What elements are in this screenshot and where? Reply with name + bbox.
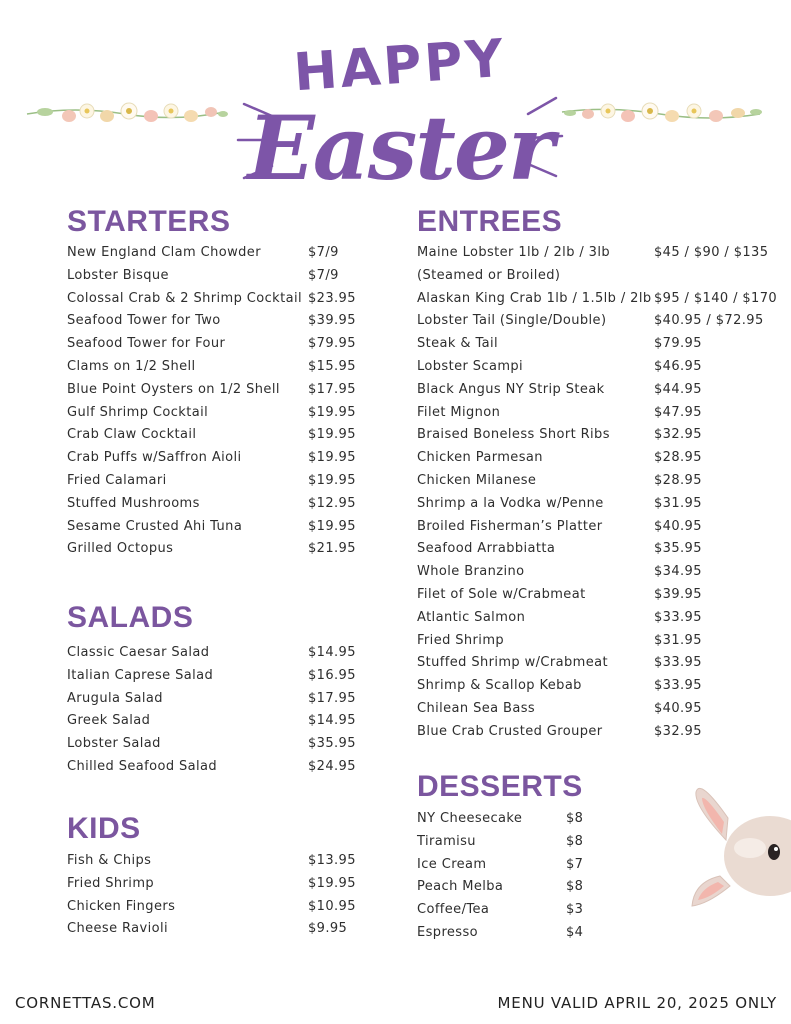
menu-item-name: Arugula Salad xyxy=(67,690,163,706)
menu-item-price: $33.95 xyxy=(654,655,702,671)
menu-item xyxy=(417,333,777,356)
menu-item-price: $3 xyxy=(566,902,584,918)
menu-item xyxy=(67,424,367,447)
bunny-illustration xyxy=(690,778,791,918)
menu-item-price: $14.95 xyxy=(308,713,356,729)
menu-item-name: Lobster Bisque xyxy=(67,267,169,283)
menu-item-name: Lobster Salad xyxy=(67,736,161,752)
footer-website: CORNETTAS.COM xyxy=(15,994,156,1012)
menu-item xyxy=(417,675,777,698)
menu-item-name: Seafood Arrabbiatta xyxy=(417,541,556,557)
menu-item-price: $19.95 xyxy=(308,875,356,891)
menu-item-price: $79.95 xyxy=(654,336,702,352)
menu-item-price: $45 / $90 / $135 xyxy=(654,245,769,260)
menu-item-price: $19.95 xyxy=(308,518,356,534)
menu-item-price: $19.95 xyxy=(308,472,356,488)
menu-item-price: $7 xyxy=(566,856,584,872)
menu-item xyxy=(67,756,367,779)
menu-item xyxy=(417,516,777,539)
menu-item xyxy=(417,356,777,379)
menu-item-name: Blue Point Oysters on 1/2 Shell xyxy=(67,381,280,397)
menu-item-name: Crab Puffs w/Saffron Aioli xyxy=(67,450,242,466)
menu-item-price: $28.95 xyxy=(654,450,702,466)
floral-garland-right xyxy=(560,96,765,130)
menu-item xyxy=(67,896,367,919)
menu-item xyxy=(417,630,777,653)
menu-item-price: $28.95 xyxy=(654,472,702,488)
menu-item-name: Shrimp a la Vodka w/Penne xyxy=(417,495,604,511)
menu-item-name: NY Cheesecake xyxy=(417,811,523,826)
menu-item-name: Seafood Tower for Two xyxy=(67,313,221,329)
menu-item-price: $33.95 xyxy=(654,609,702,625)
menu-item-price: $8 xyxy=(566,811,584,826)
menu-item-name: Black Angus NY Strip Steak xyxy=(417,381,605,397)
menu-item xyxy=(417,607,777,630)
menu-item xyxy=(67,642,367,665)
menu-item-name: Gulf Shrimp Cocktail xyxy=(67,404,209,420)
happy-easter-headline xyxy=(230,20,570,210)
menu-item-name: Fried Shrimp xyxy=(67,875,155,891)
menu-item-name: Chicken Fingers xyxy=(67,898,176,914)
menu-item xyxy=(417,652,777,675)
menu-item-price: $32.95 xyxy=(654,723,702,739)
menu-item xyxy=(417,876,617,899)
salads-list xyxy=(67,642,367,779)
menu-item xyxy=(417,470,777,493)
footer-validity-note: MENU VALID APRIL 20, 2025 ONLY xyxy=(497,994,777,1012)
menu-item-price: $13.95 xyxy=(308,853,356,868)
menu-item-price: $79.95 xyxy=(308,336,356,352)
menu-item-name: New England Clam Chowder xyxy=(67,245,261,260)
salads-heading: SALADS xyxy=(67,601,194,634)
menu-item xyxy=(417,561,777,584)
menu-item xyxy=(67,333,367,356)
starters-list xyxy=(67,242,367,561)
menu-item-price: $23.95 xyxy=(308,290,356,306)
menu-item-name: Atlantic Salmon xyxy=(417,609,526,625)
menu-item-name: Maine Lobster 1lb / 2lb / 3lb xyxy=(417,245,611,260)
menu-item xyxy=(417,584,777,607)
menu-item-price: $15.95 xyxy=(308,358,356,374)
menu-item-name: Ice Cream xyxy=(417,856,487,872)
menu-item-price: $16.95 xyxy=(308,667,356,683)
menu-item-price: $40.95 xyxy=(654,518,702,534)
menu-item xyxy=(67,356,367,379)
menu-item xyxy=(417,831,617,854)
menu-item xyxy=(417,538,777,561)
menu-item-name: Cheese Ravioli xyxy=(67,921,169,937)
menu-item-price: $7/9 xyxy=(308,245,339,260)
menu-item-price: $40.95 xyxy=(654,700,702,716)
menu-item xyxy=(417,698,777,721)
menu-item-name: Seafood Tower for Four xyxy=(67,336,226,352)
menu-item xyxy=(67,288,367,311)
menu-item-name: (Steamed or Broiled) xyxy=(417,267,561,283)
menu-item xyxy=(67,516,367,539)
easter-text: Easter xyxy=(247,96,553,200)
menu-item xyxy=(67,402,367,425)
menu-item xyxy=(417,854,617,877)
menu-item xyxy=(67,733,367,756)
menu-item-name: Colossal Crab & 2 Shrimp Cocktail xyxy=(67,290,302,306)
menu-item-price: $39.95 xyxy=(654,586,702,602)
menu-item-name: Fried Calamari xyxy=(67,472,167,488)
menu-item xyxy=(417,402,777,425)
menu-item-name: Italian Caprese Salad xyxy=(67,667,214,683)
menu-item-price: $44.95 xyxy=(654,381,702,397)
menu-item-name: Espresso xyxy=(417,924,478,940)
menu-item-name: Steak & Tail xyxy=(417,336,499,352)
entrees-list xyxy=(417,242,777,744)
menu-item xyxy=(67,710,367,733)
menu-item-price: $47.95 xyxy=(654,404,702,420)
menu-item-name: Blue Crab Crusted Grouper xyxy=(417,723,603,739)
desserts-list xyxy=(417,808,617,945)
menu-item-price: $12.95 xyxy=(308,495,356,511)
menu-item-price: $14.95 xyxy=(308,645,356,660)
starters-heading: STARTERS xyxy=(67,205,231,238)
menu-item xyxy=(417,288,777,311)
kids-list xyxy=(67,850,367,941)
menu-item-name: Crab Claw Cocktail xyxy=(67,427,197,443)
menu-item-price: $35.95 xyxy=(308,736,356,752)
menu-item-price: $19.95 xyxy=(308,450,356,466)
menu-item xyxy=(67,665,367,688)
menu-item-price: $8 xyxy=(566,833,584,849)
menu-item-name: Shrimp & Scallop Kebab xyxy=(417,678,582,694)
menu-item-name: Grilled Octopus xyxy=(67,541,174,557)
menu-item xyxy=(417,808,617,831)
happy-text: HAPPY xyxy=(291,28,509,104)
menu-item-name: Stuffed Shrimp w/Crabmeat xyxy=(417,655,608,671)
menu-item-price: $4 xyxy=(566,924,584,940)
menu-item-price: $10.95 xyxy=(308,898,356,914)
menu-item xyxy=(417,379,777,402)
menu-item-price: $33.95 xyxy=(654,678,702,694)
menu-item-name: Chilean Sea Bass xyxy=(417,700,536,716)
menu-item xyxy=(67,918,367,941)
menu-item-name: Clams on 1/2 Shell xyxy=(67,358,196,374)
menu-item-name: Peach Melba xyxy=(417,879,504,895)
menu-item-name: Fish & Chips xyxy=(67,853,152,868)
menu-item-price: $35.95 xyxy=(654,541,702,557)
menu-item-price: $8 xyxy=(566,879,584,895)
menu-item-price: $32.95 xyxy=(654,427,702,443)
menu-item xyxy=(67,242,367,265)
menu-item-price: $19.95 xyxy=(308,404,356,420)
menu-item xyxy=(417,424,777,447)
menu-item xyxy=(67,850,367,873)
menu-item-name: Filet Mignon xyxy=(417,404,501,420)
menu-item-name: Chilled Seafood Salad xyxy=(67,758,218,774)
menu-item-name: Braised Boneless Short Ribs xyxy=(417,427,610,443)
menu-item-price: $17.95 xyxy=(308,381,356,397)
menu-item-price: $31.95 xyxy=(654,495,702,511)
menu-item-name: Lobster Scampi xyxy=(417,358,524,374)
menu-item xyxy=(67,265,367,288)
menu-item-price: $17.95 xyxy=(308,690,356,706)
menu-item xyxy=(417,447,777,470)
kids-heading: KIDS xyxy=(67,812,141,845)
menu-item xyxy=(417,310,777,333)
menu-item-name: Sesame Crusted Ahi Tuna xyxy=(67,518,243,534)
menu-item-name: Chicken Parmesan xyxy=(417,450,543,466)
menu-item xyxy=(67,493,367,516)
menu-item-name: Whole Branzino xyxy=(417,564,525,580)
menu-item xyxy=(417,242,777,265)
menu-item-price: $21.95 xyxy=(308,541,356,557)
desserts-heading: DESSERTS xyxy=(417,770,583,803)
menu-item-name: Broiled Fisherman’s Platter xyxy=(417,518,603,534)
menu-item-name: Coffee/Tea xyxy=(417,902,490,918)
menu-item-name: Greek Salad xyxy=(67,713,151,729)
floral-garland-left xyxy=(25,96,230,130)
menu-item-price: $34.95 xyxy=(654,564,702,580)
menu-item-name: Fried Shrimp xyxy=(417,632,505,648)
menu-item-name: Alaskan King Crab 1lb / 1.5lb / 2lb xyxy=(417,290,652,306)
menu-item-price: $7/9 xyxy=(308,267,339,283)
entrees-heading: ENTREES xyxy=(417,205,563,238)
menu-item-price: $31.95 xyxy=(654,632,702,648)
menu-item-name: Classic Caesar Salad xyxy=(67,645,210,660)
menu-item-price: $24.95 xyxy=(308,758,356,774)
menu-item xyxy=(67,379,367,402)
menu-item-name: Filet of Sole w/Crabmeat xyxy=(417,586,586,602)
menu-item-name: Chicken Milanese xyxy=(417,472,537,488)
menu-item xyxy=(417,899,617,922)
menu-item-name: Tiramisu xyxy=(417,833,476,849)
menu-item-price: $40.95 / $72.95 xyxy=(654,313,764,329)
menu-item xyxy=(67,310,367,333)
menu-item-price: $39.95 xyxy=(308,313,356,329)
menu-item xyxy=(67,538,367,561)
menu-item-price: $46.95 xyxy=(654,358,702,374)
menu-item-name: Lobster Tail (Single/Double) xyxy=(417,313,607,329)
menu-item-price: $9.95 xyxy=(308,921,348,937)
menu-item xyxy=(67,447,367,470)
menu-item xyxy=(417,265,777,288)
menu-item-price: $95 / $140 / $170 xyxy=(654,290,778,306)
menu-item-name: Stuffed Mushrooms xyxy=(67,495,200,511)
menu-item xyxy=(67,873,367,896)
menu-item xyxy=(417,721,777,744)
menu-item xyxy=(417,922,617,945)
menu-item xyxy=(67,688,367,711)
menu-item-price: $19.95 xyxy=(308,427,356,443)
menu-item xyxy=(417,493,777,516)
menu-item xyxy=(67,470,367,493)
